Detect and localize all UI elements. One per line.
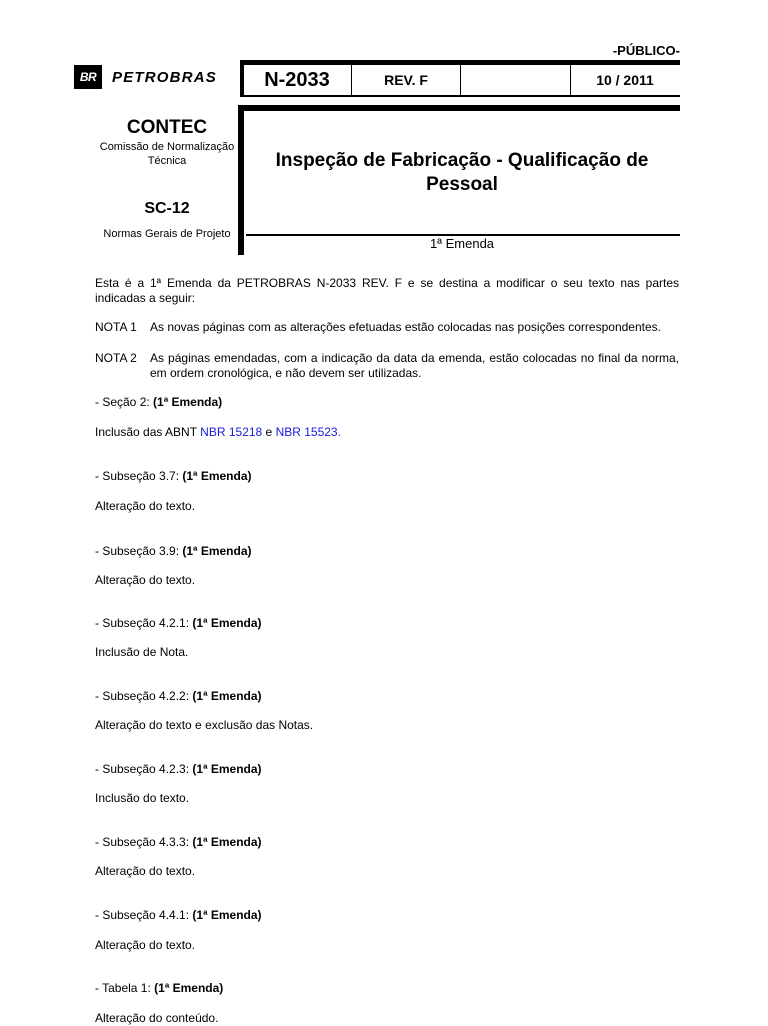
logo-name: PETROBRAS (112, 68, 217, 86)
item-description: Alteração do texto e exclusão das Notas. (95, 718, 314, 732)
item-description: Alteração do texto. (95, 573, 196, 587)
header-divider (351, 65, 352, 95)
note-label: NOTA 1 (95, 320, 137, 334)
section-2-heading: - Seção 2: (1ª Emenda) (95, 395, 223, 409)
revision-date: 10 / 2011 (596, 72, 654, 88)
item-description: Alteração do texto. (95, 499, 196, 513)
note-label: NOTA 2 (95, 351, 137, 365)
item-description: Alteração do texto. (95, 938, 196, 952)
intro-paragraph: Esta é a 1ª Emenda da PETROBRAS N-2033 REV. F e se destina a modificar o seu texto nas partes indicadas a seguir: (95, 276, 679, 305)
petrobras-logo (74, 64, 217, 90)
classification-label: -PÚBLICO- (612, 43, 680, 58)
note-1 (95, 320, 679, 335)
br-logo-icon: BR (74, 65, 102, 89)
item-heading: - Subseção 4.2.2: (1ª Emenda) (95, 689, 262, 703)
revision-label: REV. F (384, 72, 428, 88)
item-heading: - Subseção 4.3.3: (1ª Emenda) (95, 835, 262, 849)
document-title: Inspeção de Fabricação - Qualificação de Pessoal (275, 150, 649, 195)
section-2-description: Inclusão das ABNT NBR 15218 e NBR 15523. (95, 425, 341, 439)
subcommittee-name: Normas Gerais de Projeto (103, 228, 231, 240)
item-heading: - Subseção 4.2.3: (1ª Emenda) (95, 762, 262, 776)
item-description: Inclusão de Nota. (95, 645, 189, 659)
header-bottom-rule (240, 95, 680, 97)
document-number: N-2033 (264, 68, 330, 91)
title-top-rule (240, 105, 680, 111)
amendment-label: 1ª Emenda (429, 236, 495, 251)
nbr-15523-link[interactable]: NBR 15523. (275, 425, 341, 439)
nbr-15218-link[interactable]: NBR 15218 (200, 425, 263, 439)
item-heading: - Subseção 4.2.1: (1ª Emenda) (95, 616, 262, 630)
org-name: CONTEC (126, 117, 208, 138)
item-heading: - Subseção 3.9: (1ª Emenda) (95, 544, 252, 558)
item-description: Alteração do conteúdo. (95, 1011, 219, 1025)
header-divider (460, 65, 461, 95)
subcommittee-code: SC-12 (144, 200, 190, 217)
note-text: As novas páginas com as alterações efetuadas estão colocadas nas posições correspondentes. (150, 320, 661, 334)
note-2 (95, 351, 679, 381)
item-description: Inclusão do texto. (95, 791, 190, 805)
item-heading: - Tabela 1: (1ª Emenda) (95, 981, 224, 995)
item-heading: - Subseção 4.4.1: (1ª Emenda) (95, 908, 262, 922)
org-subtitle: Comissão de Normalização Técnica (99, 141, 235, 167)
note-text: As páginas emendadas, com a indicação da data da emenda, estão colocadas no final da norma, em ordem cronológica, e não devem ser utilizadas. (150, 351, 679, 380)
item-description: Alteração do texto. (95, 864, 196, 878)
header-divider (570, 65, 571, 95)
item-heading: - Subseção 3.7: (1ª Emenda) (95, 469, 252, 483)
